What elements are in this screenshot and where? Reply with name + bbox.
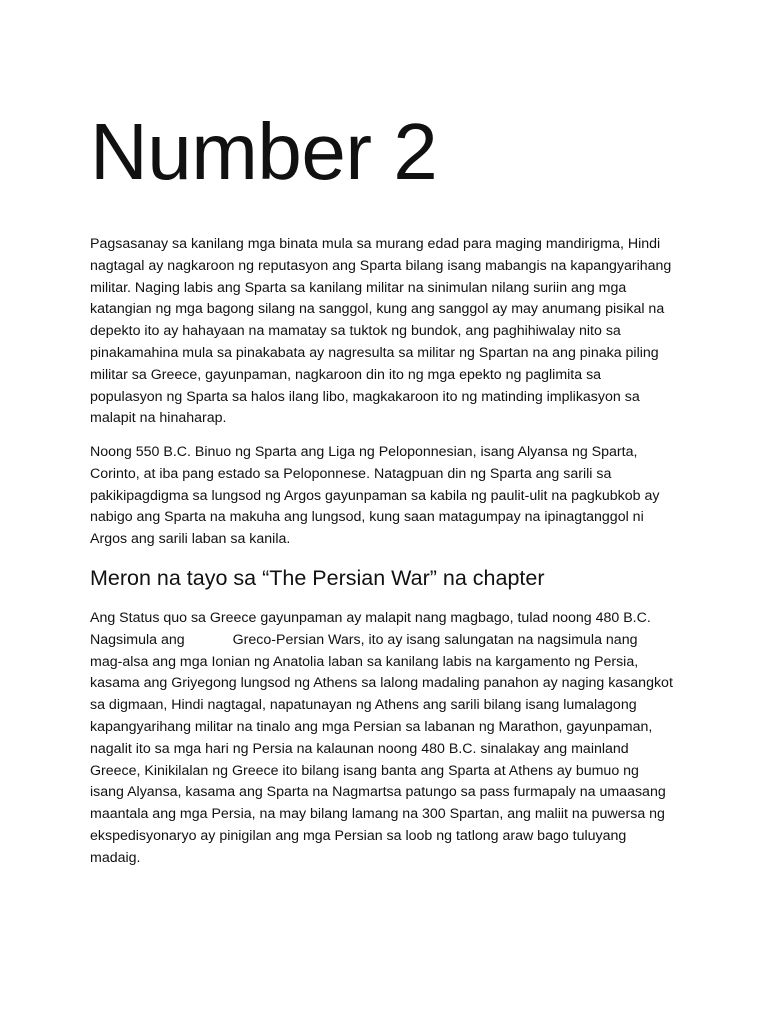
text-line: militar sa Greece, gayunpaman, nagkaroon din ito ng mga epekto ng paglimita sa bbox=[90, 366, 602, 383]
paragraph-sparta-military bbox=[90, 234, 682, 430]
text-line: mag-alsa ang mga Ionian ng Anatolia laban sa kanilang labis na kargamento ng Persia, bbox=[90, 653, 639, 670]
paragraph-peloponnesian-league bbox=[90, 442, 682, 551]
text-line: kapangyarihang militar na tinalo ang mga Persian sa labanan ng Marathon, gayunpaman, bbox=[90, 718, 653, 735]
text-line: nagtagal ay nagkaroon ng reputasyon ang Sparta bilang isang mabangis na kapangyarihang bbox=[90, 257, 672, 274]
text-fragment: Greco-Persian Wars, ito ay isang salungatan na nagsimula nang bbox=[232, 631, 638, 648]
text-line: Argos ang sarili laban sa kanila. bbox=[90, 531, 291, 548]
text-line: Pagsasanay sa kanilang mga binata mula sa murang edad para maging mandirigma, Hindi bbox=[90, 236, 661, 252]
text-line: nagalit ito sa mga hari ng Persia na kalaunan noong 480 B.C. sinalakay ang mainland bbox=[90, 740, 629, 757]
text-line: Ang Status quo sa Greece gayunpaman ay malapit nang magbago, tulad noong 480 B.C. bbox=[90, 610, 651, 626]
text-line bbox=[90, 630, 682, 652]
text-line: Greece, Kinikilalan ng Greece ito bilang isang banta ang Sparta at Athens ay bumuo ng bbox=[90, 762, 639, 779]
text-line: pinakamahina mula sa pinakabata ay nagresulta sa militar ng Spartan na ang pinaka piling bbox=[90, 344, 659, 361]
text-line: isang Alyansa, kasama ang Sparta na Nagmartsa patungo sa pass furmapaly na umaasang bbox=[90, 784, 666, 801]
text-line: malapit na hinaharap. bbox=[90, 410, 227, 427]
document-title: Number 2 bbox=[90, 107, 438, 196]
text-line: madaig. bbox=[90, 849, 141, 866]
text-line: Corinto, at iba pang estado sa Peloponnese. Natagpuan din ng Sparta ang sarili sa bbox=[90, 465, 612, 482]
text-fragment: Nagsimula ang bbox=[90, 631, 185, 648]
text-line: sa digmaan, Hindi nagtagal, napatunayan ng Athens ang sarili bilang isang lumalagong bbox=[90, 697, 637, 714]
text-line: ekspedisyonaryo ay pinigilan ang mga Persian sa loob ng tatlong araw bago tuluyang bbox=[90, 827, 627, 844]
paragraph-persian-war bbox=[90, 608, 682, 870]
text-line: pakikipagdigma sa lungsod ng Argos gayunpaman sa kabila ng paulit-ulit na pagkubkob ay bbox=[90, 487, 660, 504]
text-line: kasama ang Griyegong lungsod ng Athens sa lalong madaling panahon ay naging kasangkot bbox=[90, 675, 673, 692]
text-line: populasyon ng Sparta sa halos ilang libo, magkakaroon ito ng matinding implikasyon sa bbox=[90, 388, 640, 405]
text-line: katangian ng mga bagong silang na sanggol, kung ang sanggol ay may anumang pisikal na bbox=[90, 301, 665, 318]
text-line: nabigo ang Sparta na makuha ang lungsod, kung saan matagumpay na ipinagtanggol ni bbox=[90, 509, 644, 526]
text-line: depekto ito ay hahayaan na mamatay sa tuktok ng bundok, ang paghihiwalay nito sa bbox=[90, 323, 621, 340]
text-line: militar. Naging labis ang Sparta sa kanilang militar na sinimulan nilang suriin ang mga bbox=[90, 279, 627, 296]
text-line: maantala ang mga Persia, na may bilang lamang na 300 Spartan, ang maliit na puwersa ng bbox=[90, 806, 665, 823]
section-heading: Meron na tayo sa “The Persian War” na chapter bbox=[90, 566, 545, 590]
text-line: Noong 550 B.C. Binuo ng Sparta ang Liga ng Peloponnesian, isang Alyansa ng Sparta, bbox=[90, 444, 638, 460]
